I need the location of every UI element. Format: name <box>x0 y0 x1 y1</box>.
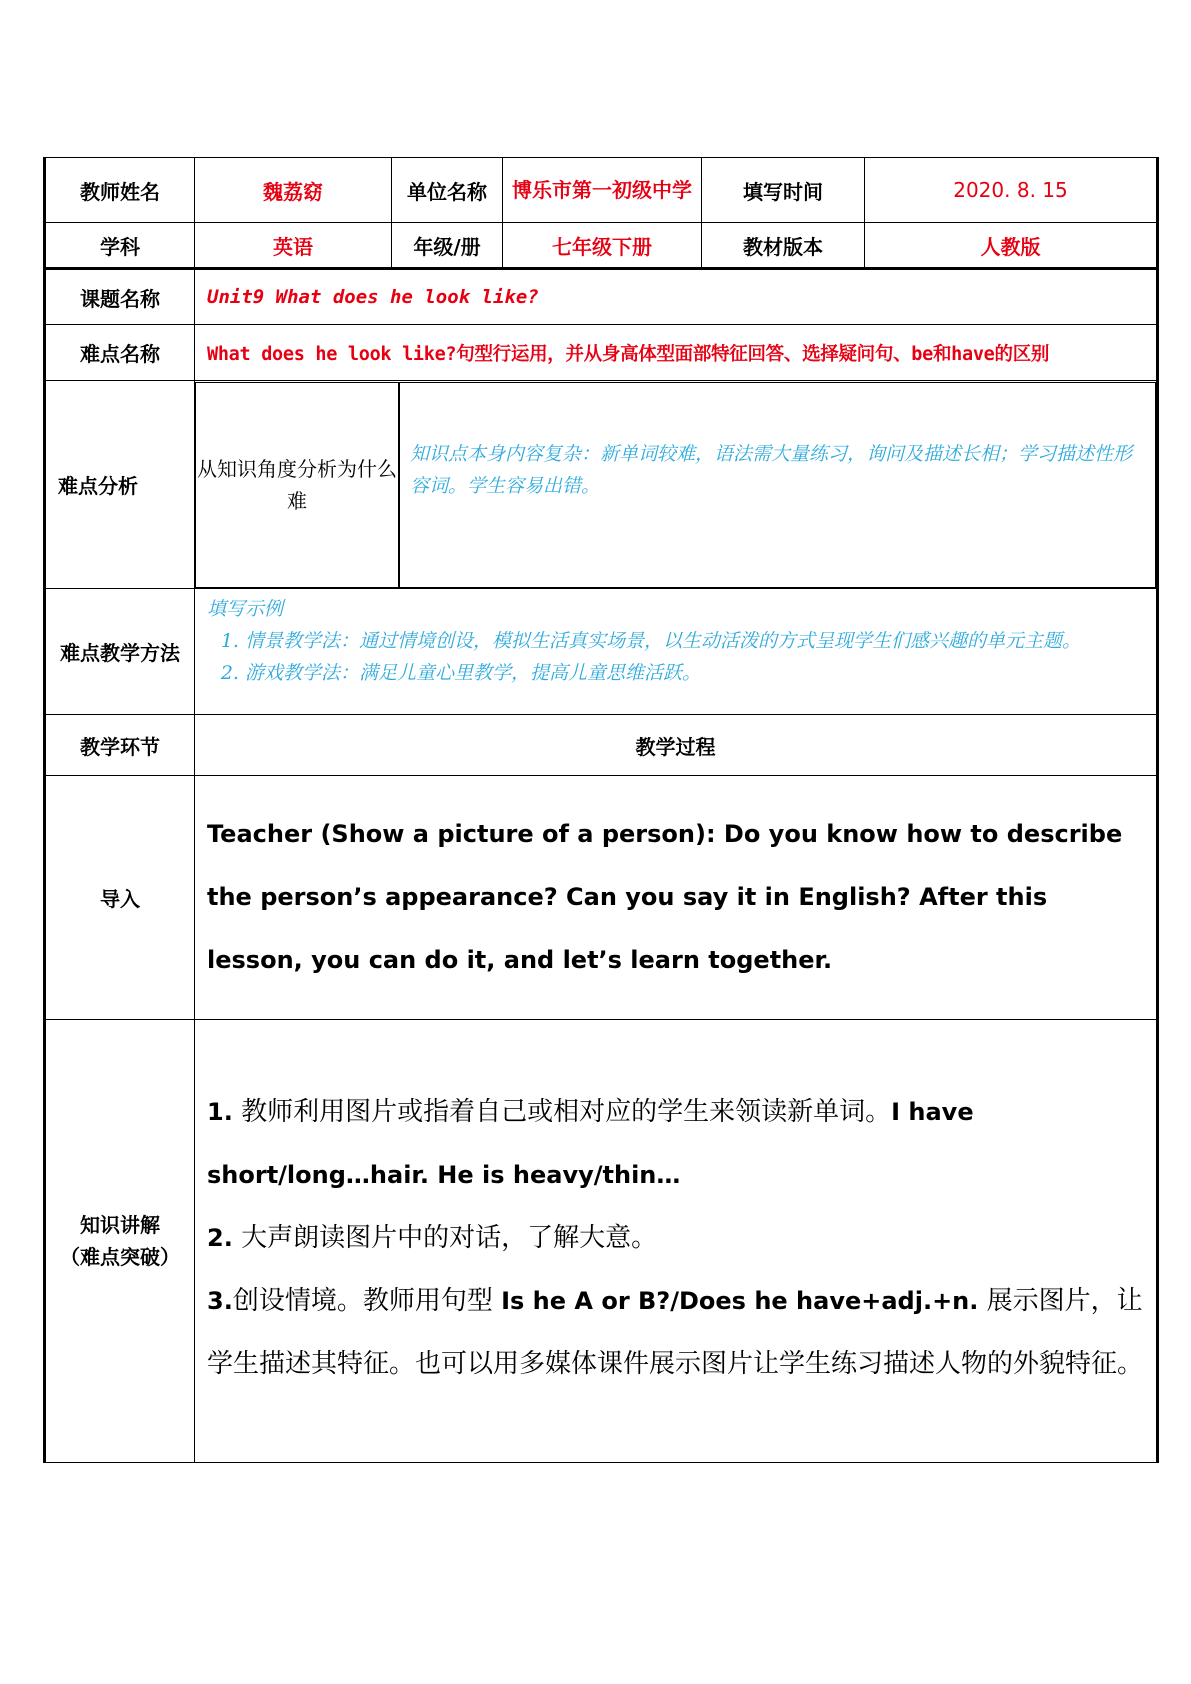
knowledge-paragraph-3: 3.创设情境。教师用句型 Is he A or B?/Does he have+adj.+n. 展示图片，让学生描述其特征。也可以用多媒体课件展示图片让学生练习描述人物的外貌特征。 <box>207 1285 1144 1379</box>
lesson-plan-table <box>43 157 1159 1463</box>
analysis-label: 难点分析 <box>45 381 195 589</box>
fill-date-value: 2020. 8. 15 <box>865 158 1158 223</box>
analysis-angle: 从知识角度分析为什么难 <box>196 382 400 587</box>
analysis-split <box>195 382 1156 588</box>
process-header-value: 教学过程 <box>195 715 1158 776</box>
edition-value: 人教版 <box>865 223 1158 269</box>
unit-name-label: 单位名称 <box>392 158 503 223</box>
knowledge-label-line1: 知识讲解 <box>80 1213 160 1237</box>
knowledge-text <box>195 1020 1158 1463</box>
analysis-text: 知识点本身内容复杂：新单词较难，语法需大量练习，询问及描述长相；学习描述性形容词。学生容易出错。 <box>399 382 1156 587</box>
methods-label: 难点教学方法 <box>45 589 195 715</box>
intro-label: 导入 <box>45 776 195 1020</box>
subject-label: 学科 <box>45 223 195 269</box>
analysis-cell <box>195 381 1158 589</box>
edition-label: 教材版本 <box>702 223 865 269</box>
subject-value: 英语 <box>195 223 392 269</box>
knowledge-paragraph-1: 1. 教师利用图片或指着自己或相对应的学生来领读新单词。I have short/long…hair. He is heavy/thin… <box>207 1096 974 1189</box>
difficulty-value <box>195 325 1158 381</box>
knowledge-label-line2: （难点突破） <box>60 1245 180 1269</box>
methods-example: 填写示例 <box>207 598 284 620</box>
process-header-row <box>45 715 1158 776</box>
fill-date-label: 填写时间 <box>702 158 865 223</box>
intro-text: Teacher (Show a picture of a person): Do you know how to describe the person’s appearance? Can you say it in English? After this lesson, you can do it, and let’s learn together. <box>195 776 1158 1020</box>
grade-label: 年级/册 <box>392 223 503 269</box>
topic-label: 课题名称 <box>45 269 195 325</box>
methods-item-1: 1. 情景教学法：通过情境创设，模拟生活真实场景，以生动活泼的方式呈现学生们感兴趣的单元主题。 <box>245 625 1144 657</box>
process-stage-label: 教学环节 <box>45 715 195 776</box>
methods-item-2: 2. 游戏教学法：满足儿童心里教学，提高儿童思维活跃。 <box>245 657 1144 689</box>
teacher-name-value: 魏荔窈 <box>195 158 392 223</box>
intro-row <box>45 776 1158 1020</box>
difficulty-text: What does he look like?句型行运用，并从身高体型面部特征回答、选择疑问句、be和have的区别 <box>207 343 1050 365</box>
knowledge-paragraph-2: 2. 大声朗读图片中的对话，了解大意。 <box>207 1222 658 1253</box>
teacher-name-label: 教师姓名 <box>45 158 195 223</box>
methods-row <box>45 589 1158 715</box>
difficulty-label: 难点名称 <box>45 325 195 381</box>
unit-name-value: 博乐市第一初级中学 <box>503 158 702 223</box>
analysis-row <box>45 381 1158 589</box>
grade-value: 七年级下册 <box>503 223 702 269</box>
info-row-2 <box>45 223 1158 269</box>
info-row-1 <box>45 158 1158 223</box>
difficulty-row <box>45 325 1158 381</box>
methods-cell <box>195 589 1158 715</box>
knowledge-label <box>45 1020 195 1463</box>
knowledge-row <box>45 1020 1158 1463</box>
topic-value: Unit9 What does he look like? <box>195 269 1158 325</box>
methods-list <box>207 625 1144 689</box>
topic-row <box>45 269 1158 325</box>
lesson-plan-sheet <box>43 157 1156 1463</box>
